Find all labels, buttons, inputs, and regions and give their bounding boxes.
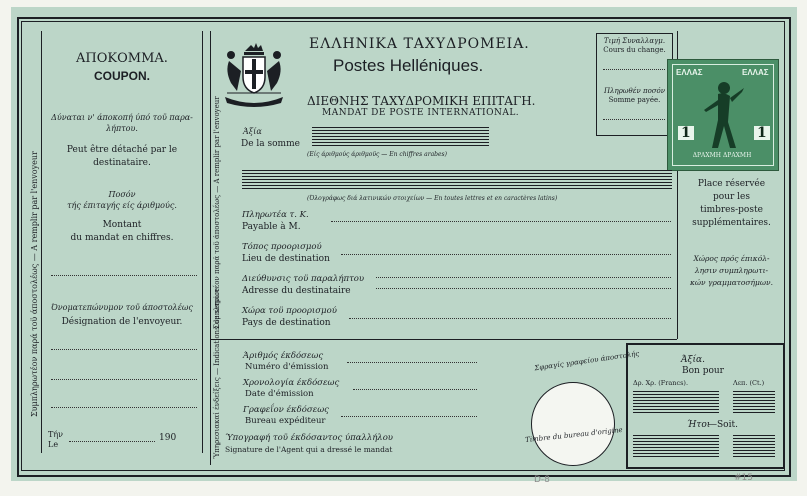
issue-office-line[interactable] (341, 416, 477, 417)
extra-stamps-gr-3: κών γραμματοσήμων. (690, 278, 773, 287)
coupon-amount-fr-2: du mandat en chiffres. (70, 233, 174, 243)
address-fr: Adresse du destinataire (242, 286, 351, 296)
coupon-left-rule (41, 31, 42, 453)
issue-number-line[interactable] (347, 362, 477, 363)
voucher-lepta-field[interactable] (733, 391, 775, 413)
voucher-value-gr: Άξία. (681, 355, 705, 365)
extra-stamps-gr-1: Χώρος πρός έπικόλ- (693, 254, 770, 263)
issue-office-fr: Bureau expéditeur (245, 416, 326, 426)
voucher-drachma-label: Δρ. Χρ. (Francs). (633, 379, 689, 387)
voucher-soit-field-right[interactable] (733, 435, 775, 457)
coupon-detach-fr-2: destinataire. (93, 158, 151, 168)
exchange-paid-fr: Somme payée. (608, 96, 661, 104)
coupon-detach-gr-1: Δύναται ν' άποκοπή ύπό τοϋ παρα- (51, 113, 193, 122)
address-gr: Διεύθυνσις τοϋ παραλήπτου (242, 274, 365, 284)
header-country-gr: ΕΛΛΗΝΙΚΑ ΤΑΧΥΔΡΟΜΕΙΑ. (309, 36, 530, 52)
voucher-lepta-label: Λεπ. (Ct.) (733, 379, 765, 387)
amount-figures-field[interactable] (312, 127, 489, 147)
issue-date-fr: Date d'émission (245, 389, 314, 399)
coupon-sender-gr: Όνοματεπώνυμον τοϋ άποστολέως (51, 303, 193, 312)
coupon-detach-fr-1: Peut être détaché par le (66, 145, 178, 155)
issue-date-gr: Χρονολογία έκδόσεως (243, 378, 340, 388)
coupon-date-label-fr: Le (48, 440, 59, 449)
coupon-sender-line-3 (51, 407, 197, 408)
stamp-top-left: ΕΛΛΑΣ (676, 68, 703, 77)
extra-stamps-gr-2: λησιν συμπληρωτι- (694, 266, 769, 275)
place-gr: Τόπος προορισμού (242, 242, 322, 252)
exchange-paid-gr: Πληρωθέν ποσόν (603, 87, 666, 95)
coupon-year: 190 (159, 433, 177, 443)
coupon-amount-fr-1: Montant (102, 220, 142, 230)
issue-number-gr: Άριθμός έκδόσεως (243, 351, 324, 361)
main-side-note: Συμπληρωτέον παρά τοϋ άποστολέως — A remplir par l'envoyeur (213, 96, 221, 329)
dest-country-fr: Pays de destination (242, 318, 331, 328)
issue-signature-fr: Signature de l'Agent qui a dressé le mandat (225, 445, 393, 454)
main-value-gr: Άξία (243, 127, 262, 136)
main-mid-divider (210, 339, 677, 340)
header-form-gr: ΔΙΕΘΝΗΣ ΤΑΧΥΔΡΟΜΙΚΗ ΕΠΙΤΑΓΗ. (307, 94, 536, 108)
place-line[interactable] (341, 254, 671, 255)
coupon-amount-gr-1: Ποσόν (108, 190, 136, 199)
coupon-date-line (69, 441, 155, 442)
letters-note: (Όλογράφως διά λατινικών στοιχείων — En toutes lettres et en caractères latins) (307, 195, 558, 202)
payable-line[interactable] (331, 221, 671, 222)
exchange-paid-line (603, 119, 665, 120)
postmark-circle (531, 382, 615, 466)
main-left-rule (210, 31, 211, 465)
hermes-figure-icon (698, 78, 748, 154)
voucher-soit-field-left[interactable] (633, 435, 719, 457)
issue-number-fr: Numéro d'émission (245, 362, 329, 372)
pencil-mark-2: #15 (734, 473, 753, 483)
postmark-fr: Timbre du bureau d'origine (524, 425, 624, 445)
coupon-title-gr: ΑΠΟΚΟΜΜΑ. (76, 51, 168, 66)
voucher-drachma-field[interactable] (633, 391, 719, 413)
coupon-detach-gr-2: λήπτου. (106, 124, 138, 133)
coupon-sender-line-1 (51, 349, 197, 350)
voucher-or-fr: —Soit. (708, 420, 738, 430)
stamp-value-left: 1 (678, 126, 694, 140)
issue-side-note: Ύπηρεσιακαί ένδείξεις — Indications de service (213, 287, 221, 459)
issue-office-gr: Γραφεΐον έκδόσεως (243, 405, 329, 415)
pencil-mark-1: D-8 (534, 475, 550, 485)
coupon-title-fr: COUPON. (93, 69, 150, 83)
extra-stamps-fr-1: Place réservée (697, 179, 766, 189)
dest-country-gr: Χώρα τοϋ προορισμού (242, 306, 337, 316)
coat-of-arms-icon (219, 37, 289, 109)
address-line-2[interactable] (376, 288, 671, 289)
voucher-or-gr: Ήτοι (687, 420, 711, 430)
amount-letters-field[interactable] (242, 170, 672, 190)
payable-fr: Payable à M. (242, 222, 301, 232)
dest-country-line[interactable] (349, 318, 671, 319)
coupon-amount-gr-2: τής έπιταγής είς άριθμούς. (67, 201, 177, 210)
postage-stamp (667, 59, 779, 171)
coupon-right-rule (202, 31, 203, 453)
stamp-bottom: ΔΡΑΧΜΗ ΔΡΑΧΜΗ (692, 152, 752, 159)
extra-stamps-fr-3: timbres-poste (700, 205, 763, 215)
payable-gr: Πληρωτέα τ. Κ. (242, 210, 309, 220)
coupon-side-note: Συμπληρωτέον παρά τοϋ άποστολέως — A remplir par l'envoyeur (30, 151, 39, 417)
extra-stamps-fr-4: supplémentaires. (692, 218, 771, 228)
postmark-gr: Σφραγίς γραφείου άποστολής (533, 349, 640, 373)
coupon-date-label-gr: Τήν (48, 430, 63, 439)
figures-note: (Είς άριθμούς άριθμοϋς — En chiffres arabes) (307, 151, 447, 158)
stamp-top-right: ΕΛΛΑΣ (742, 68, 769, 77)
coupon-amount-line (51, 275, 197, 276)
coupon-sender-fr: Désignation de l'envoyeur. (61, 317, 183, 327)
main-value-fr: De la somme (241, 139, 300, 149)
header-country-fr: Postes Helléniques. (333, 56, 484, 75)
stamp-value-right: 1 (754, 126, 770, 140)
header-form-fr: MANDAT DE POSTE INTERNATIONAL. (322, 108, 520, 118)
exchange-rate-gr: Τιμή Συναλλαγμ. (603, 37, 666, 45)
extra-stamps-fr-2: pour les (713, 192, 750, 202)
place-fr: Lieu de destination (242, 254, 330, 264)
address-line-1[interactable] (376, 277, 671, 278)
exchange-rate-line (603, 69, 665, 70)
money-order-card (11, 7, 797, 481)
coupon-sender-line-2 (51, 379, 197, 380)
voucher-value-fr: Bon pour (682, 366, 724, 376)
issue-signature-gr: Ύπογραφή τοϋ έκδόσαντος ύπαλλήλου (225, 433, 393, 443)
exchange-rate-fr: Cours du change. (603, 46, 666, 54)
issue-date-line[interactable] (353, 389, 477, 390)
